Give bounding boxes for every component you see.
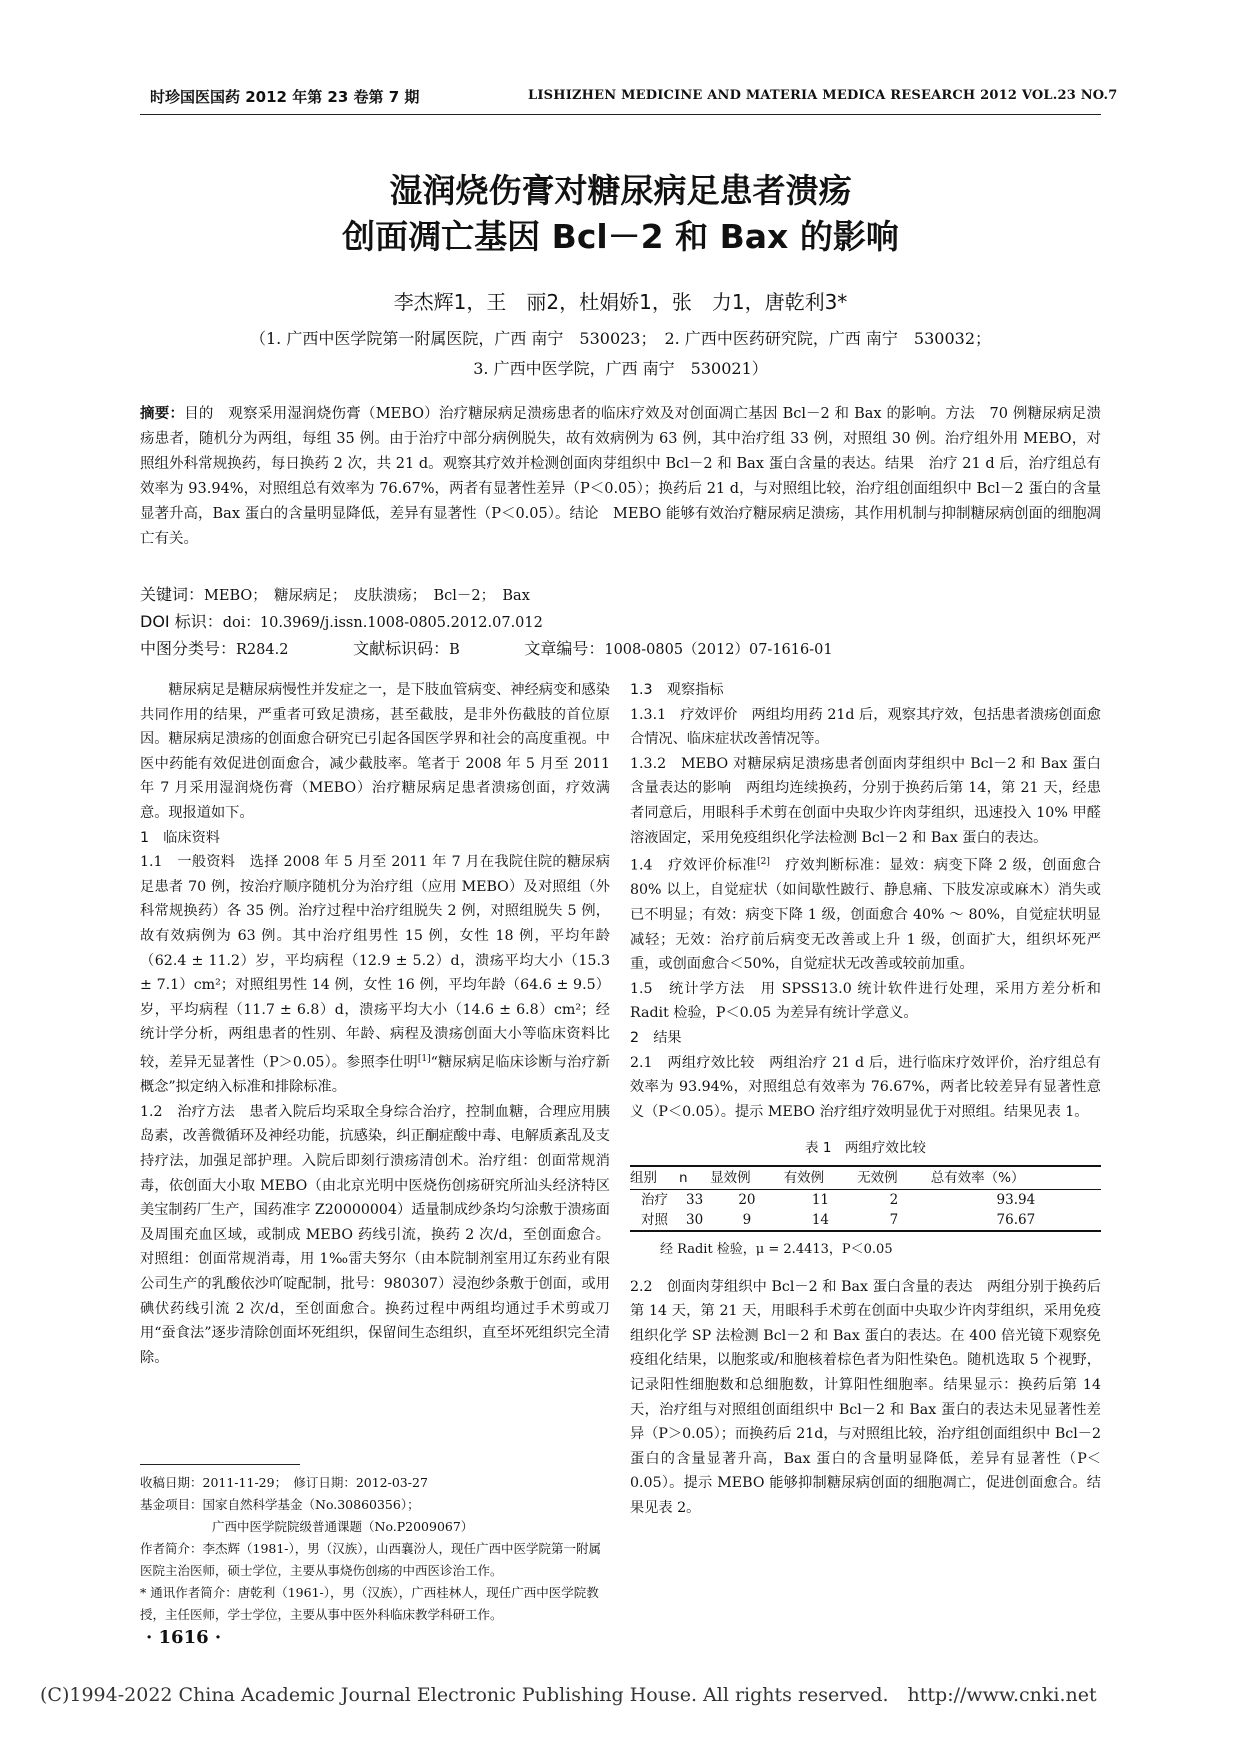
table-1-note: 经 Radit 检验，μ = 2.4413，P＜0.05 xyxy=(660,1242,893,1258)
table-cell: 20 xyxy=(738,1192,756,1209)
title-line-1: 湿润烧伤膏对糖尿病足患者溃疡 xyxy=(389,171,852,210)
table-cell: 9 xyxy=(710,1210,784,1231)
table-header-cell: 总有效率（%） xyxy=(931,1166,1101,1190)
citation-1: [1] xyxy=(417,1053,431,1064)
table-cell: 2 xyxy=(889,1192,899,1209)
table-header-cell: 组别 xyxy=(630,1166,679,1190)
doi-text: doi：10.3969/j.issn.1008-0805.2012.07.012 xyxy=(222,615,543,631)
article-number-value: 1008-0805（2012）07-1616-01 xyxy=(604,642,833,658)
table-cell: 33 xyxy=(686,1192,704,1209)
abstract xyxy=(140,402,1101,552)
affiliations xyxy=(140,324,1101,384)
table-header-cell: 无效例 xyxy=(857,1166,931,1190)
affiliation-line-2: 3. 广西中医学院，广西 南宁 530021） xyxy=(473,359,768,378)
article-title xyxy=(140,168,1101,260)
page-number: · 1616 · xyxy=(146,1627,222,1648)
table-header-cell: 有效例 xyxy=(784,1166,858,1190)
journal-header-en: LISHIZHEN MEDICINE AND MATERIA MEDICA RESEARCH 2012 VOL.23 NO.7 xyxy=(528,88,1118,103)
table-cell: 76.67 xyxy=(931,1210,1101,1231)
section-1-1-text: 1.1 一般资料 选择 2008 年 5 月至 2011 年 7 月在我院住院的糖尿病足患者 70 例，按治疗顺序随机分为治疗组（应用 MEBO）及对照组（外科常规换药）各 35 例。治疗过程中治疗组脱失 2 例，对照组脱失 5 例，故有效病例为 63 例。其中治疗组男性 15 例，女性 18 例，平均年龄（62.4 ± 11.2）岁，平均病程（12.9 ± 5.2）d，溃疡平均大小（15.3 ± 7.1）cm²；对照组男性 14 例，女性 16 例，平均年龄（64.6 ± 9.5）岁，平均病程（11.7 ± 6.8）d，溃疡平均大小（14.6 ± 6.8）cm²；经统计学分析，两组患者的性别、年龄、病程及溃疡创面大小等临床资料比较，差异无显著性（P＞0.05）。参照李仕明 xyxy=(140,854,610,1071)
footnote-fund-1: 基金项目：国家自然科学基金（No.30860356）； xyxy=(140,1497,420,1512)
intro-paragraph: 糖尿病足是糖尿病慢性并发症之一，是下肢血管病变、神经病变和感染共同作用的结果，严重者可致足溃疡，甚至截肢，是非外伤截肢的首位原因。糖尿病足溃疡的创面愈合研究已引起各国医学界和社会的高度重视。中医中药能有效促进创面愈合，减少截肢率。笔者于 2008 年 5 月至 2011 年 7 月采用湿润烧伤膏（MEBO）治疗糖尿病足患者溃疡创面，疗效满意。现报道如下。 xyxy=(140,682,610,821)
section-2-1: 2.1 两组疗效比较 两组治疗 21 d 后，进行临床疗效评价，治疗组总有效率为 93.94%，对照组总有效率为 76.67%，两者比较差异有显著性意义（P＜0.05）。提示 MEBO 治疗组疗效明显优于对照组。结果见表 1。 xyxy=(630,1054,1101,1120)
footnote-corresponding: * 通讯作者简介：唐乾利（1961-），男（汉族），广西桂林人，现任广西中医学院教授，主任医师，学士学位，主要从事中医外科临床教学科研工作。 xyxy=(140,1585,599,1622)
affiliation-line-1: （1. 广西中医学院第一附属医院，广西 南宁 530023； 2. 广西中医药研究院，广西 南宁 530032； xyxy=(249,329,992,348)
table-cell: 11 xyxy=(811,1192,830,1209)
section-1-2: 1.2 治疗方法 患者入院后均采取全身综合治疗，控制血糖，合理应用胰岛素，改善微循环及神经功能，抗感染，纠正酮症酸中毒、电解质紊乱及支持疗法，加强足部护理。入院后即刻行溃疡清创术。治疗组：创面常规消毒，依创面大小取 MEBO（由北京光明中医烧伤创疡研究所汕头经济特区美宝制药厂生产，国药准字 Z20000004）适量制成纱条均匀涂敷于溃疡面及周围充血区域，或制成 MEBO 药线引流，换药 2 次/d，至创面愈合。对照组：创面常规消毒，用 1‰雷夫努尔（由本院制剂室用辽东药业有限公司生产的乳酸依沙吖啶配制，批号：980307）浸泡纱条敷于创面，或用碘伏药线引流 2 次/d，至创面愈合。换药过程中两组均通过手术剪或刀用“蚕食法”逐步清除创面坏死组织，保留间生态组织，直至坏死组织完全清除。 xyxy=(140,1103,610,1366)
section-2-2: 2.2 创面肉芽组织中 Bcl－2 和 Bax 蛋白含量的表达 两组分别于换药后第 14 天，第 21 天，用眼科手术剪在创面中央取少许肉芽组织，采用免疫组织化学 SP 法检测 Bcl－2 和 Bax 蛋白的表达。在 400 倍光镜下观察免疫组化结果，以胞浆或/和胞核着棕色者为阳性染色。随机选取 5 个视野，记录阳性细胞数和总细胞数，计算阳性细胞率。结果显示：换药后第 14 天，治疗组与对照组创面组织中 Bcl－2 和 Bax 蛋白的表达未见显著性差异（P＞0.05）；而换药后 21d，与对照组比较，治疗组创面组织中 Bcl－2 蛋白的含量显著升高，Bax 蛋白的含量明显降低，差异有显著性（P＜0.05）。提示 MEBO 能够抑制糖尿病创面的细胞凋亡，促进创面愈合。结果见表 2。 xyxy=(630,1278,1102,1516)
classification xyxy=(140,636,1101,663)
table-cell: 93.94 xyxy=(996,1192,1036,1209)
keywords-text: MEBO； 糖尿病足； 皮肤溃疡； Bcl－2； Bax xyxy=(204,588,530,604)
copyright-notice: (C)1994-2022 China Academic Journal Electronic Publishing House. All rights reserved. http://www.cnki.net xyxy=(40,1684,1097,1706)
table-cell: 7 xyxy=(857,1210,931,1231)
table-cell: 14 xyxy=(784,1210,858,1231)
table-header-row xyxy=(630,1166,1101,1190)
section-1-4-text: 疗效判断标准：显效：病变下降 2 级，创面愈合 80% 以上，自觉症状（如间歇性跛行、静息痛、下肢发凉或麻木）消失或已不明显；有效：病变下降 1 级，创面愈合 40% ～ 80%，自觉症状明显减轻；无效：治疗前后病变无改善或上升 1 级，创面扩大，组织坏死严重，或创面愈合＜50%，自觉症状无改善或较前加重。 xyxy=(630,857,1101,973)
section-2-heading: 2 结果 xyxy=(630,1030,682,1047)
doc-code-value: B xyxy=(449,642,460,658)
abstract-label: 摘要： xyxy=(140,406,185,422)
keywords-label: 关键词： xyxy=(140,585,205,604)
table-row xyxy=(630,1210,1101,1231)
section-1-3-1: 1.3.1 疗效评价 两组均用药 21d 后，观察其疗效，包括患者溃疡创面愈合情况、临床症状改善情况等。 xyxy=(630,706,1101,748)
clc-value: R284.2 xyxy=(236,642,289,658)
doi xyxy=(140,609,1101,636)
footnote-rule xyxy=(140,1464,300,1465)
article-number-label: 文章编号： xyxy=(524,639,605,658)
table-cell: 30 xyxy=(679,1210,710,1231)
left-column xyxy=(140,678,610,1370)
header-rule xyxy=(140,114,1101,115)
section-1-3-heading: 1.3 观察指标 xyxy=(630,682,724,698)
section-1-5: 1.5 统计学方法 用 SPSS13.0 统计软件进行处理，采用方差分析和 Radit 检验，P＜0.05 为差异有统计学意义。 xyxy=(630,980,1101,1022)
table-1-caption: 表 1 两组疗效比较 xyxy=(805,1140,926,1157)
authors: 李杰辉1，王 丽2，杜娟娇1，张 力1，唐乾利3* xyxy=(393,290,848,314)
table-1 xyxy=(630,1165,1101,1232)
doi-label: DOI 标识： xyxy=(140,612,223,631)
abstract-text: 目的 观察采用湿润烧伤膏（MEBO）治疗糖尿病足溃疡患者的临床疗效及对创面凋亡基因 Bcl－2 和 Bax 的影响。方法 70 例糖尿病足溃疡患者，随机分为两组，每组 35 例。由于治疗中部分病例脱失，故有效病例为 63 例，其中治疗组 33 例，对照组 30 例。治疗组外用 MEBO，对照组外科常规换药，每日换药 2 次，共 21 d。观察其疗效并检测创面肉芽组织中 Bcl－2 和 Bax 蛋白含量的表达。结果 治疗 21 d 后，治疗组总有效率为 93.94%，对照组总有效率为 76.67%，两者有显著性差异（P＜0.05）；换药后 21 d，与对照组比较，治疗组创面组织中 Bcl－2 蛋白的含量显著升高，Bax 蛋白的含量明显降低，差异有显著性（P＜0.05）。结论 MEBO 能够有效治疗糖尿病足溃疡，其作用机制与抑制糖尿病创面的细胞凋亡有关。 xyxy=(140,406,1102,547)
article-metadata xyxy=(140,582,1101,663)
doc-code-label: 文献标识码： xyxy=(353,639,450,658)
section-1-1 xyxy=(140,850,610,1100)
table-header-cell: 显效例 xyxy=(710,1166,784,1190)
footnote-author: 作者简介：李杰辉（1981-），男（汉族），山西襄汾人，现任广西中医学院第一附属医院主治医师，硕士学位，主要从事烧伤创疡的中西医诊治工作。 xyxy=(140,1541,602,1578)
section-1-1-end: “糖尿病足临床诊断与治疗新概念”拟定纳入标准和排除标准。 xyxy=(140,1054,610,1096)
table-cell: 对照 xyxy=(630,1210,679,1231)
journal-header-cn: 时珍国医国药 2012 年第 23 卷第 7 期 xyxy=(150,88,420,106)
section-1-3-2: 1.3.2 MEBO 对糖尿病足溃疡患者创面肉芽组织中 Bcl－2 和 Bax 蛋白含量表达的影响 两组均连续换药，分别于换药后第 14，第 21 天，经患者同意后，用眼科手术剪在创面中央取少许肉芽组织，迅速投入 10% 甲醛溶液固定，采用免疫组织化学法检测 Bcl－2 和 Bax 蛋白的表达。 xyxy=(630,755,1101,846)
footnote-fund-2: 广西中医学院院级普通课题（No.P2009067） xyxy=(212,1519,474,1534)
citation-2: [2] xyxy=(757,857,770,868)
right-column xyxy=(630,678,1101,1521)
section-1-4-title: 1.4 疗效评价标准 xyxy=(630,857,758,874)
title-line-2: 创面凋亡基因 Bcl－2 和 Bax 的影响 xyxy=(342,217,899,256)
table-row xyxy=(630,1190,1101,1211)
clc-label: 中图分类号： xyxy=(140,639,237,658)
section-1-4 xyxy=(630,850,1101,977)
keywords xyxy=(140,582,1101,609)
table-cell: 治疗 xyxy=(641,1192,668,1209)
section-1-heading: 1 临床资料 xyxy=(140,829,220,846)
table-header-cell: n xyxy=(679,1166,710,1190)
footnotes xyxy=(140,1472,610,1626)
footnote-dates: 收稿日期：2011-11-29； 修订日期：2012-03-27 xyxy=(140,1475,428,1490)
